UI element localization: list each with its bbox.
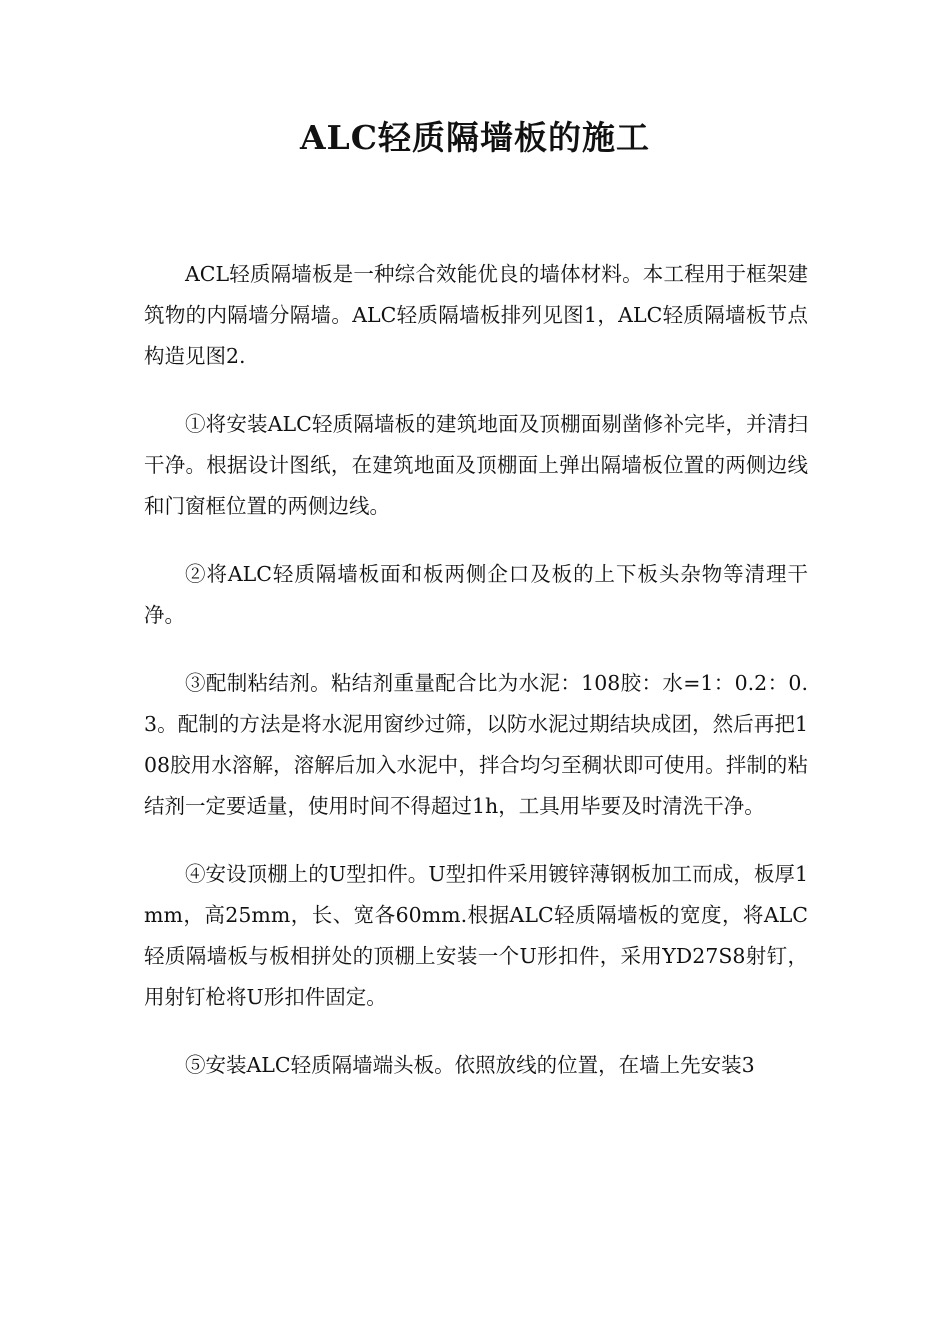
document-body xyxy=(144,254,808,1086)
paragraph-intro: ACL轻质隔墙板是一种综合效能优良的墙体材料。本工程用于框架建筑物的内隔墙分隔墙。ALC轻质隔墙板排列见图1，ALC轻质隔墙板节点构造见图2. xyxy=(144,262,808,368)
paragraph-step-2: ②将ALC轻质隔墙板面和板两侧企口及板的上下板头杂物等清理干净。 xyxy=(144,562,808,627)
document-title: ALC轻质隔墙板的施工 xyxy=(299,118,651,157)
paragraph-step-5: ⑤安装ALC轻质隔墙端头板。依照放线的位置，在墙上先安装3 xyxy=(185,1053,755,1077)
paragraph-step-3: ③配制粘结剂。粘结剂重量配合比为水泥：108胶：水=1：0.2：0.3。配制的方法是将水泥用窗纱过筛，以防水泥过期结块成团，然后再把108胶用水溶解，溶解后加入水泥中，拌合均匀至稠状即可使用。拌制的粘结剂一定要适量，使用时间不得超过1h，工具用毕要及时清洗干净。 xyxy=(144,671,808,818)
paragraph-step-1: ①将安装ALC轻质隔墙板的建筑地面及顶棚面剔凿修补完毕，并清扫干净。根据设计图纸，在建筑地面及顶棚面上弹出隔墙板位置的两侧边线和门窗框位置的两侧边线。 xyxy=(144,412,808,518)
paragraph-step-4: ④安设顶棚上的U型扣件。U型扣件采用镀锌薄钢板加工而成，板厚1mm，高25mm，长、宽各60mm.根据ALC轻质隔墙板的宽度，将ALC轻质隔墙板与板相拼处的顶棚上安装一个U形扣件，采用YD27S8射钉，用射钉枪将U形扣件固定。 xyxy=(144,862,808,1009)
